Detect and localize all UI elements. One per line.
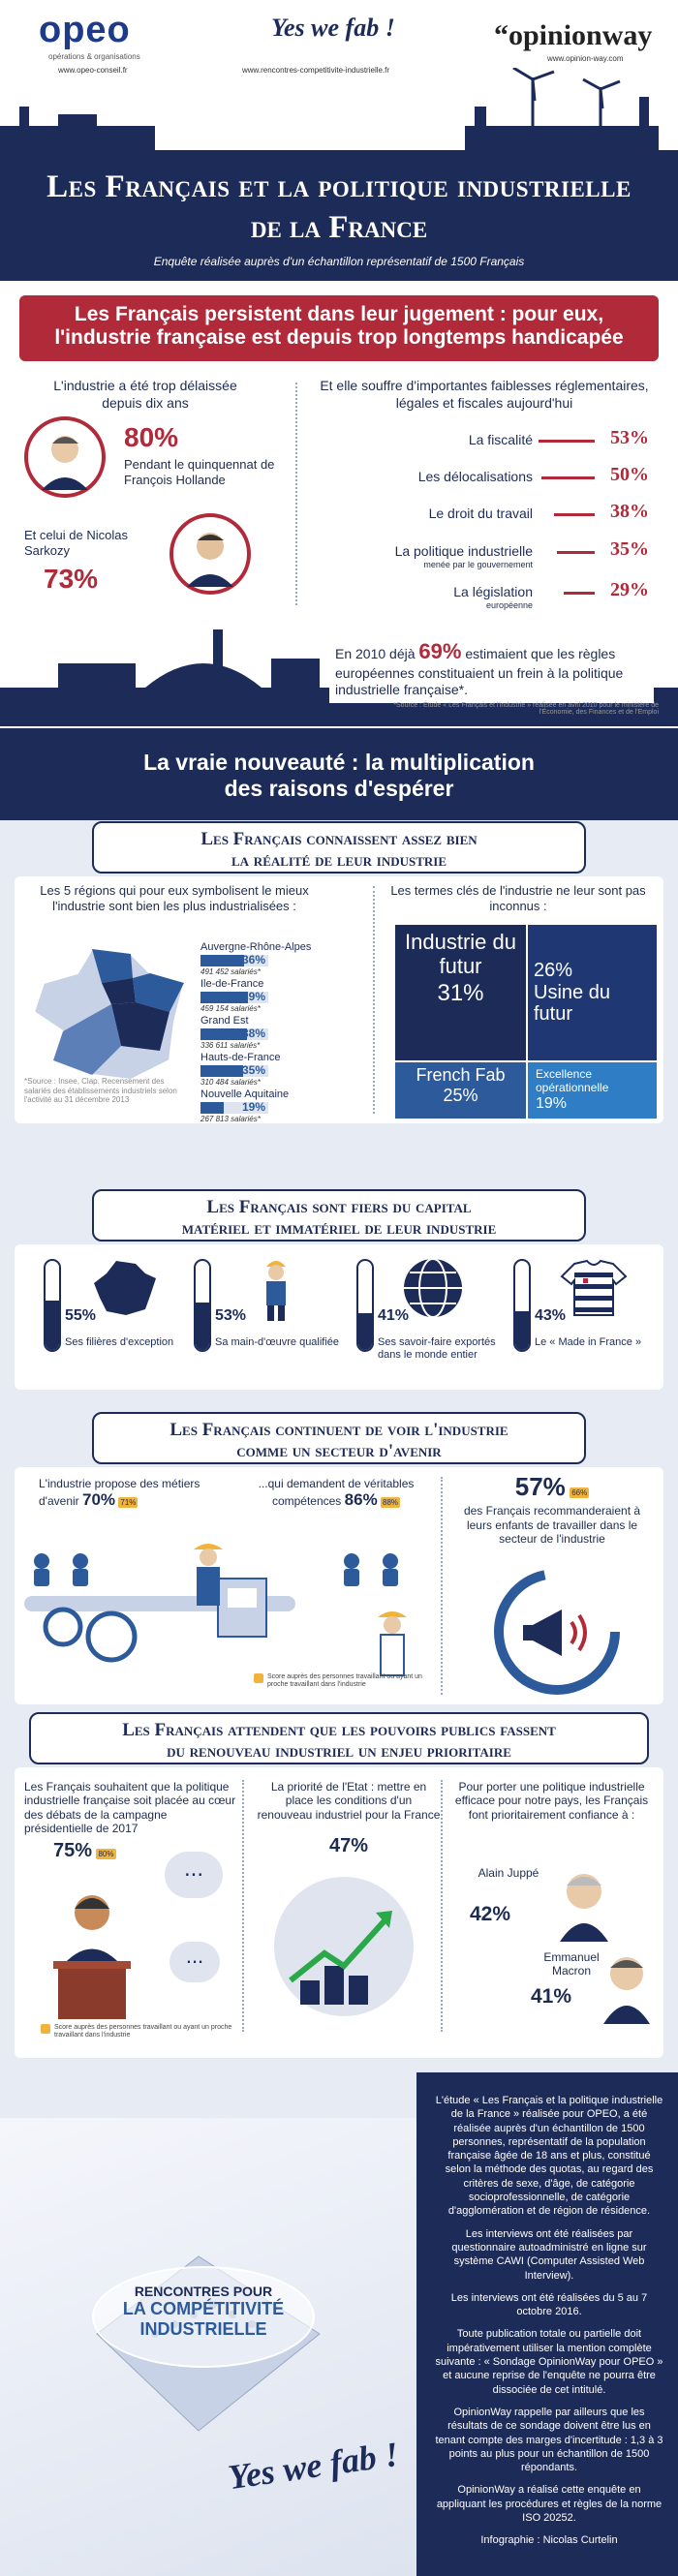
pride-gauge-fill bbox=[46, 1301, 59, 1350]
pride-gauge-fill bbox=[196, 1303, 209, 1350]
politician-at-podium-illustration bbox=[34, 1874, 150, 2019]
france-regions-map bbox=[24, 944, 199, 1089]
competences-pct: 86% bbox=[344, 1490, 378, 1510]
pride-pct: 55% bbox=[65, 1307, 97, 1324]
juppe-portrait bbox=[550, 1864, 618, 1942]
methodology-paragraph: Infographie : Nicolas Curtelin bbox=[480, 2534, 618, 2547]
pride-pct: 53% bbox=[215, 1307, 247, 1324]
col1-badge: 80% bbox=[98, 1850, 114, 1858]
pride-pill-line2: matériel et immatériel de leur industrie bbox=[181, 1218, 497, 1239]
worker-icon bbox=[257, 1255, 295, 1323]
term-usine-du-futur-label: Usine du futur bbox=[534, 982, 610, 1025]
pride-gauge bbox=[44, 1259, 61, 1352]
region-pct: 35% bbox=[242, 1063, 266, 1077]
striped-shirt-icon bbox=[560, 1259, 628, 1317]
weakness-heading: Et elle souffre d'importantes faiblesses réglementaires, légales et fiscales aujourd'hui bbox=[320, 378, 649, 411]
region-name: Grand Est bbox=[200, 1015, 249, 1027]
factory-left-illustration bbox=[0, 97, 155, 155]
future-pill-line2: comme un secteur d'avenir bbox=[236, 1441, 442, 1461]
expectation-pill bbox=[29, 1712, 649, 1764]
pride-gauge-fill bbox=[358, 1313, 372, 1350]
juppe-pct: 42% bbox=[470, 1903, 511, 1925]
weakness-pct: 35% bbox=[610, 538, 649, 560]
region-pct: 19% bbox=[242, 1100, 266, 1114]
opeo-url[interactable]: www.opeo-conseil.fr bbox=[58, 66, 128, 75]
region-pct: 38% bbox=[242, 1027, 266, 1040]
metiers-pct: 70% bbox=[82, 1490, 116, 1510]
weakness-label: La législation bbox=[453, 584, 533, 599]
pride-pill bbox=[92, 1189, 586, 1242]
knowledge-pill-line2: la réalité de leur industrie bbox=[231, 850, 447, 871]
rencontres-line3: INDUSTRIELLE bbox=[139, 2319, 267, 2339]
rencontres-line2: LA COMPÉTITIVITÉ bbox=[122, 2299, 285, 2318]
recommend-pct: 57% bbox=[514, 1472, 566, 1501]
competences-badge: 88% bbox=[383, 1498, 399, 1508]
eu-source: *Source : Étude « Les Français et l'industrie » réalisée en avril 2010 pour le ministère de l'Économie, des Finances et de l'Emploi bbox=[393, 702, 659, 716]
terms-heading: Les termes clés de l'industrie ne leur sont pas inconnus : bbox=[390, 883, 646, 913]
region-name: Auvergne-Rhône-Alpes bbox=[200, 941, 312, 953]
term-industrie-du-futur-pct: 31% bbox=[437, 980, 484, 1007]
weakness-bar bbox=[539, 440, 595, 443]
weakness-label: La politique industrielle bbox=[394, 543, 533, 559]
section1-banner-line2: l'industrie française est depuis trop longtemps handicapée bbox=[54, 326, 624, 349]
region-bar bbox=[200, 992, 248, 1003]
term-industrie-du-futur-label: Industrie du futur bbox=[405, 930, 516, 978]
recommend-block bbox=[450, 1472, 654, 1546]
recommend-badge: 66% bbox=[571, 1488, 588, 1497]
future-note bbox=[254, 1673, 438, 1690]
region-bar bbox=[200, 955, 244, 966]
macron-portrait bbox=[596, 1947, 659, 2024]
region-name: Hauts-de-France bbox=[200, 1052, 281, 1063]
metiers-text bbox=[39, 1477, 213, 1511]
pride-gauge-fill bbox=[515, 1311, 529, 1350]
opinionway-logo[interactable]: “opinionway bbox=[494, 19, 653, 51]
sarkozy-portrait bbox=[170, 513, 252, 596]
pride-pill-line1: Les Français sont fiers du capital bbox=[206, 1197, 472, 1217]
weakness-label: Les délocalisations bbox=[417, 469, 533, 484]
term-usine-du-futur-pct: 26% bbox=[534, 960, 573, 981]
col1-text: Les Français souhaitent que la politique industrielle française soit placée au cœur des débats de la campagne présidentielle de 2017 bbox=[24, 1780, 236, 1836]
weakness-row bbox=[320, 463, 649, 494]
section2-banner bbox=[0, 728, 678, 820]
term-industrie-du-futur bbox=[395, 925, 526, 1060]
expectation-pill-line2: du renouveau industriel un enjeu prioritaire bbox=[167, 1741, 511, 1762]
pride-label: Sa main-d'œuvre qualifiée bbox=[215, 1336, 340, 1348]
weakness-bar bbox=[557, 551, 595, 554]
weakness-row bbox=[320, 426, 649, 457]
methodology-paragraph: L'étude « Les Français et la politique industrielle de la France » réalisée pour OPEO, a été réalisée auprès d'un échantillon de 1500 personnes, représentatif de la population française âgée de 18 ans et plus, constitué selon la méthode des quotas, au regard des critères de sexe, d'âge, de catégorie socioprofessionnelle, de catégorie d'agglomération et de région de résidence. bbox=[435, 2095, 663, 2218]
growth-chart-illustration bbox=[262, 1874, 426, 2019]
methodology-paragraph: Toute publication totale ou partielle doit impérativement utiliser la mention complète suivante : « Sondage OpinionWay pour OPEO » et aucune reprise de l'enquête ne pourra être dissociée de cet intitulé. bbox=[435, 2328, 663, 2396]
hollande-text: Pendant le quinquennat de François Hollande bbox=[124, 457, 275, 488]
weakness-label: Le droit du travail bbox=[428, 506, 533, 521]
opeo-logo[interactable]: opeo bbox=[39, 10, 131, 50]
weakness-pct: 50% bbox=[610, 464, 649, 485]
expectation-note bbox=[41, 2024, 244, 2040]
yesfab-footer-logo[interactable]: Yes we fab ! bbox=[226, 2434, 401, 2498]
page-title-line1: Les Français et la politique industrielle bbox=[46, 169, 632, 204]
term-french-fab-label: French Fab bbox=[416, 1065, 506, 1085]
yesfab-logo[interactable]: Yes we fab ! bbox=[271, 14, 395, 42]
col5-divider-b bbox=[441, 1780, 443, 2032]
region-bar bbox=[200, 1028, 247, 1040]
pride-pct: 43% bbox=[535, 1307, 567, 1324]
region-bar bbox=[200, 1102, 224, 1114]
weakness-row bbox=[320, 500, 649, 531]
weakness-pct: 53% bbox=[610, 427, 649, 448]
weakness-bar bbox=[564, 592, 595, 595]
region-name: Ile-de-France bbox=[200, 978, 264, 990]
weakness-pct: 29% bbox=[610, 579, 649, 600]
pride-pct: 41% bbox=[378, 1307, 410, 1324]
hollande-pct: 80% bbox=[124, 422, 179, 452]
region-employees: 491 452 salariés* bbox=[200, 967, 261, 976]
methodology-paragraph: OpinionWay rappelle par ailleurs que les résultats de ce sondage doivent être lus en tenant compte des marges d'incertitude : 1,3 à 3 points au plus pour un échantillon de 1500 répondants. bbox=[435, 2406, 663, 2474]
expectation-pill-line1: Les Français attendent que les pouvoirs publics fassent bbox=[122, 1720, 556, 1740]
future-note-text: Score auprès des personnes travaillant ou ayant un proche travaillant dans l'industrie bbox=[267, 1673, 422, 1689]
regions-heading: Les 5 régions qui pour eux symbolisent le mieux l'industrie sont bien les plus industrialisées : bbox=[40, 883, 309, 913]
methodology-paragraph: Les interviews ont été réalisées du 5 au 7 octobre 2016. bbox=[450, 2291, 648, 2318]
rencontres-logo[interactable] bbox=[92, 2266, 315, 2368]
regions-source: *Source : Insee, Clap. Recensement des salariés des établissements industriels selon l'activité au 31 décembre 2013 bbox=[24, 1077, 177, 1105]
yesfab-url[interactable]: www.rencontres-competitivite-industrielle.fr bbox=[242, 66, 390, 75]
sarkozy-text: Et celui de Nicolas Sarkozy bbox=[24, 528, 128, 559]
future-divider bbox=[441, 1477, 443, 1695]
macron-pct: 41% bbox=[531, 1985, 572, 2008]
weakness-label: La fiscalité bbox=[468, 432, 533, 447]
weakness-row bbox=[320, 578, 649, 609]
weakness-sublabel: menée par le gouvernement bbox=[423, 560, 533, 569]
future-pill-line1: Les Français continuent de voir l'industrie bbox=[170, 1420, 508, 1440]
region-employees: 459 154 salariés* bbox=[200, 1004, 261, 1013]
weakness-sublabel: européenne bbox=[485, 600, 533, 610]
pride-gauge bbox=[194, 1259, 211, 1352]
pride-gauge bbox=[513, 1259, 531, 1352]
region-pct: 39% bbox=[242, 990, 266, 1003]
hollande-portrait bbox=[24, 416, 107, 499]
eu-post: estimaient que les règles européennes constituaient un frein à la politique industrielle française*. bbox=[335, 646, 624, 697]
col3-text: Pour porter une politique industrielle efficace pour notre pays, les Français font prioritairement confiance à : bbox=[454, 1780, 649, 1822]
methodology-panel bbox=[416, 2072, 678, 2576]
expectation-note-text: Score auprès des personnes travaillant ou ayant un proche travaillant dans l'industrie bbox=[54, 2024, 232, 2039]
section2-divider bbox=[373, 886, 375, 1114]
eu-text-box bbox=[329, 634, 654, 703]
col2-pct: 47% bbox=[328, 1835, 369, 1856]
section1-banner-line1: Les Français persistent dans leur jugement : pour eux, bbox=[74, 303, 604, 325]
weakness-bar bbox=[554, 513, 595, 516]
section2-banner-line1: La vraie nouveauté : la multiplication bbox=[143, 750, 535, 775]
region-pct: 36% bbox=[242, 953, 266, 966]
globe-icon bbox=[402, 1257, 464, 1319]
speech-bubble-2: ... bbox=[170, 1942, 220, 1982]
term-excellence-label: Excellence opérationnelle bbox=[536, 1067, 609, 1094]
factory-assembly-illustration bbox=[24, 1520, 431, 1680]
page-subtitle: Enquête réalisée auprès d'un échantillon représentatif de 1500 Français bbox=[153, 255, 525, 268]
section2-banner-line2: des raisons d'espérer bbox=[224, 776, 454, 801]
term-usine-du-futur bbox=[526, 925, 657, 1060]
knowledge-pill bbox=[92, 821, 586, 874]
note-badge-icon bbox=[254, 1673, 263, 1683]
col5-divider-a bbox=[242, 1780, 244, 2032]
sarkozy-pct: 73% bbox=[44, 564, 99, 594]
juppe-name: Alain Juppé bbox=[478, 1866, 539, 1880]
pride-label: Le « Made in France » bbox=[535, 1336, 642, 1348]
knowledge-pill-line1: Les Français connaissent assez bien bbox=[200, 829, 478, 849]
future-pill bbox=[92, 1412, 586, 1464]
region-bar bbox=[200, 1065, 243, 1077]
region-employees: 267 813 salariés* bbox=[200, 1115, 261, 1123]
weakness-bar bbox=[541, 476, 595, 479]
col2-text: La priorité de l'Etat : mettre en place les conditions d'un renouveau industriel pour la France bbox=[257, 1780, 441, 1822]
competences-text bbox=[254, 1477, 418, 1511]
opeo-tagline: opérations & organisations bbox=[48, 52, 140, 61]
eu-pct: 69% bbox=[418, 639, 462, 663]
region-name: Nouvelle Aquitaine bbox=[200, 1089, 290, 1100]
eu-pre: En 2010 déjà bbox=[335, 646, 416, 661]
pride-label: Ses filières d'exception bbox=[65, 1336, 174, 1348]
competences-label: ...qui demandent de véritables compétences bbox=[258, 1477, 415, 1509]
region-employees: 336 611 salariés* bbox=[200, 1041, 261, 1050]
weakness-row bbox=[320, 537, 649, 568]
pride-gauge bbox=[356, 1259, 374, 1352]
term-french-fab bbox=[395, 1060, 526, 1119]
methodology-paragraph: OpinionWay a réalisé cette enquête en appliquant les procédures et règles de la norme ISO 20252. bbox=[436, 2484, 663, 2525]
section1-divider bbox=[295, 383, 297, 605]
opinionway-url[interactable]: www.opinion-way.com bbox=[547, 54, 624, 63]
section1-banner bbox=[19, 295, 659, 361]
recommend-text: des Français recommanderaient à leurs enfants de travailler dans le secteur de l'industrie bbox=[463, 1504, 641, 1546]
note-badge-icon bbox=[41, 2024, 50, 2034]
term-french-fab-pct: 25% bbox=[443, 1085, 478, 1105]
speech-bubble-1: ... bbox=[165, 1852, 223, 1898]
title-band bbox=[0, 150, 678, 281]
term-excellence bbox=[526, 1060, 657, 1119]
methodology-paragraph: Les interviews ont été réalisées par questionnaire autoadministré en ligne sur système CAWI (Computer Assisted Web Interview). bbox=[451, 2227, 647, 2282]
macron-name: Emmanuel Macron bbox=[543, 1950, 600, 1978]
megaphone-icon bbox=[494, 1569, 620, 1695]
col1-pct-block bbox=[53, 1840, 116, 1862]
metiers-label: L'industrie propose des métiers d'avenir bbox=[39, 1477, 200, 1509]
methodology-text bbox=[434, 2094, 664, 2548]
term-excellence-pct: 19% bbox=[536, 1094, 568, 1112]
metiers-badge: 71% bbox=[120, 1498, 137, 1508]
neglect-heading: L'industrie a été trop délaissée depuis dix ans bbox=[53, 378, 237, 411]
col1-pct: 75% bbox=[53, 1840, 93, 1861]
france-map-icon bbox=[92, 1259, 160, 1317]
region-employees: 310 484 salariés* bbox=[200, 1078, 261, 1087]
pride-label: Ses savoir-faire exportés dans le monde entier bbox=[378, 1336, 496, 1362]
weakness-pct: 38% bbox=[610, 501, 649, 522]
rencontres-line1: RENCONTRES POUR bbox=[134, 2284, 273, 2299]
page-title-line2: de la France bbox=[250, 210, 428, 245]
